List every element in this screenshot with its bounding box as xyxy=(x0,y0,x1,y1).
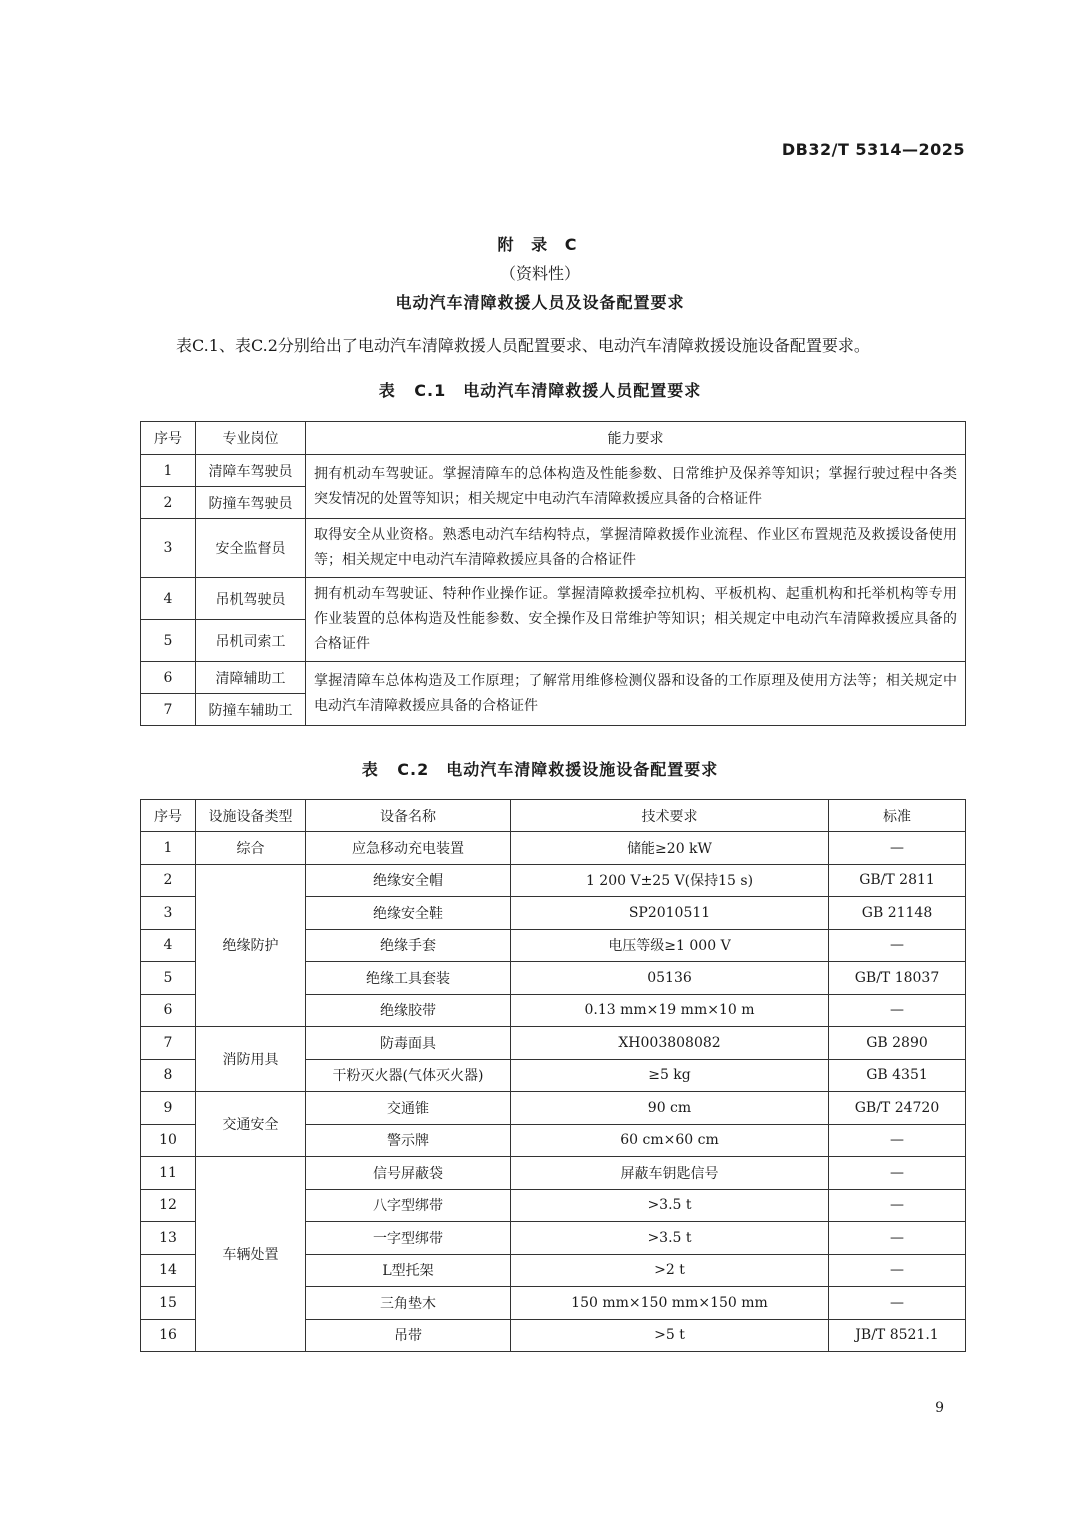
row-post: 吊机驾驶员 xyxy=(196,578,306,620)
row-equipment-name: 绝缘胶带 xyxy=(306,994,511,1027)
row-standard: GB 2890 xyxy=(829,1027,966,1060)
table-c2-caption: 表 C.2 电动汽车清障救援设施设备配置要求 xyxy=(361,760,719,779)
table-row xyxy=(141,578,966,620)
row-requirement: 拥有机动车驾驶证、特种作业操作证。掌握清障救援牵拉机构、平板机构、起重机构和托举机构等专用作业装置的总体构造及性能参数、安全操作及日常维护等知识；相关规定中电动汽车清障救援应具备的合格证件 xyxy=(306,578,966,662)
header-no: 序号 xyxy=(141,422,196,455)
row-technical-requirement: >2 t xyxy=(511,1254,829,1287)
row-technical-requirement: 150 mm×150 mm×150 mm xyxy=(511,1287,829,1320)
appendix-kind: （资料性） xyxy=(499,264,580,283)
row-standard: — xyxy=(829,1189,966,1222)
row-equipment-name: L型托架 xyxy=(306,1254,511,1287)
row-standard: GB 21148 xyxy=(829,897,966,930)
row-technical-requirement: 屏蔽车钥匙信号 xyxy=(511,1157,829,1190)
row-equipment-name: 应急移动充电装置 xyxy=(306,832,511,865)
table-row xyxy=(141,1027,966,1060)
row-category: 交通安全 xyxy=(196,1092,306,1157)
row-standard: — xyxy=(829,1287,966,1320)
row-equipment-name: 交通锥 xyxy=(306,1092,511,1125)
row-category: 综合 xyxy=(196,832,306,865)
row-category: 绝缘防护 xyxy=(196,864,306,1027)
row-technical-requirement: ≥5 kg xyxy=(511,1059,829,1092)
row-technical-requirement: 90 cm xyxy=(511,1092,829,1125)
intro-paragraph: 表C.1、表C.2分别给出了电动汽车清障救援人员配置要求、电动汽车清障救援设施设备配置要求。 xyxy=(176,336,870,355)
row-no: 13 xyxy=(141,1222,196,1255)
row-post: 吊机司索工 xyxy=(196,620,306,662)
row-no: 2 xyxy=(141,487,196,519)
table-row xyxy=(141,832,966,865)
row-equipment-name: 绝缘工具套装 xyxy=(306,962,511,995)
row-category: 车辆处置 xyxy=(196,1157,306,1352)
header-post: 专业岗位 xyxy=(196,422,306,455)
row-no: 7 xyxy=(141,1027,196,1060)
header-technical-requirement: 技术要求 xyxy=(511,800,829,832)
row-standard: — xyxy=(829,1124,966,1157)
row-requirement: 掌握清障车总体构造及工作原理；了解常用维修检测仪器和设备的工作原理及使用方法等；相关规定中电动汽车清障救援应具备的合格证件 xyxy=(306,662,966,726)
appendix-subject: 电动汽车清障救援人员及设备配置要求 xyxy=(395,293,685,312)
row-equipment-name: 一字型绑带 xyxy=(306,1222,511,1255)
table-row xyxy=(141,864,966,897)
row-no: 5 xyxy=(141,620,196,662)
header-category: 设施设备类型 xyxy=(196,800,306,832)
row-no: 3 xyxy=(141,897,196,930)
row-technical-requirement: 0.13 mm×19 mm×10 m xyxy=(511,994,829,1027)
table-row xyxy=(141,662,966,694)
row-standard: — xyxy=(829,929,966,962)
row-no: 6 xyxy=(141,662,196,694)
row-standard: — xyxy=(829,832,966,865)
row-equipment-name: 警示牌 xyxy=(306,1124,511,1157)
row-no: 14 xyxy=(141,1254,196,1287)
row-post: 防撞车驾驶员 xyxy=(196,487,306,519)
row-no: 3 xyxy=(141,519,196,578)
table-c1-caption: 表 C.1 电动汽车清障救援人员配置要求 xyxy=(378,381,702,400)
row-technical-requirement: 1 200 V±25 V(保持15 s) xyxy=(511,864,829,897)
row-technical-requirement: 60 cm×60 cm xyxy=(511,1124,829,1157)
personnel-requirements-table xyxy=(140,421,966,726)
row-technical-requirement: SP2010511 xyxy=(511,897,829,930)
row-equipment-name: 八字型绑带 xyxy=(306,1189,511,1222)
row-no: 10 xyxy=(141,1124,196,1157)
row-post: 防撞车辅助工 xyxy=(196,694,306,726)
row-no: 15 xyxy=(141,1287,196,1320)
row-equipment-name: 吊带 xyxy=(306,1319,511,1352)
header-requirement: 能力要求 xyxy=(306,422,966,455)
table-row xyxy=(141,1092,966,1125)
row-no: 4 xyxy=(141,929,196,962)
row-no: 1 xyxy=(141,455,196,487)
header-equipment-name: 设备名称 xyxy=(306,800,511,832)
row-no: 7 xyxy=(141,694,196,726)
row-standard: GB 4351 xyxy=(829,1059,966,1092)
row-equipment-name: 绝缘安全鞋 xyxy=(306,897,511,930)
row-post: 清障辅助工 xyxy=(196,662,306,694)
row-standard: — xyxy=(829,994,966,1027)
row-no: 2 xyxy=(141,864,196,897)
row-equipment-name: 信号屏蔽袋 xyxy=(306,1157,511,1190)
row-technical-requirement: >3.5 t xyxy=(511,1222,829,1255)
table-header-row xyxy=(141,422,966,455)
header-no: 序号 xyxy=(141,800,196,832)
appendix-title: 附 录 C xyxy=(497,235,583,254)
table-row xyxy=(141,455,966,487)
row-no: 11 xyxy=(141,1157,196,1190)
row-equipment-name: 绝缘手套 xyxy=(306,929,511,962)
row-requirement: 拥有机动车驾驶证。掌握清障车的总体构造及性能参数、日常维护及保养等知识；掌握行驶过程中各类突发情况的处置等知识；相关规定中电动汽车清障救援应具备的合格证件 xyxy=(306,455,966,519)
row-standard: GB/T 18037 xyxy=(829,962,966,995)
page-number: 9 xyxy=(935,1400,944,1416)
row-standard: GB/T 24720 xyxy=(829,1092,966,1125)
row-standard: — xyxy=(829,1157,966,1190)
row-no: 6 xyxy=(141,994,196,1027)
row-no: 16 xyxy=(141,1319,196,1352)
row-technical-requirement: >5 t xyxy=(511,1319,829,1352)
row-equipment-name: 防毒面具 xyxy=(306,1027,511,1060)
table-header-row xyxy=(141,800,966,832)
row-post: 清障车驾驶员 xyxy=(196,455,306,487)
row-no: 5 xyxy=(141,962,196,995)
row-technical-requirement: >3.5 t xyxy=(511,1189,829,1222)
row-no: 4 xyxy=(141,578,196,620)
row-standard: GB/T 2811 xyxy=(829,864,966,897)
row-no: 12 xyxy=(141,1189,196,1222)
header-standard: 标准 xyxy=(829,800,966,832)
equipment-requirements-table xyxy=(140,799,966,1352)
row-standard: — xyxy=(829,1222,966,1255)
table-row xyxy=(141,1157,966,1190)
row-technical-requirement: 电压等级≥1 000 V xyxy=(511,929,829,962)
row-technical-requirement: 储能≥20 kW xyxy=(511,832,829,865)
row-no: 1 xyxy=(141,832,196,865)
row-equipment-name: 绝缘安全帽 xyxy=(306,864,511,897)
row-equipment-name: 干粉灭火器(气体灭火器) xyxy=(306,1059,511,1092)
standard-number: DB32/T 5314—2025 xyxy=(781,140,965,159)
row-category: 消防用具 xyxy=(196,1027,306,1092)
table-row xyxy=(141,519,966,578)
row-post: 安全监督员 xyxy=(196,519,306,578)
row-no: 8 xyxy=(141,1059,196,1092)
row-equipment-name: 三角垫木 xyxy=(306,1287,511,1320)
row-standard: JB/T 8521.1 xyxy=(829,1319,966,1352)
row-no: 9 xyxy=(141,1092,196,1125)
row-technical-requirement: 05136 xyxy=(511,962,829,995)
row-requirement: 取得安全从业资格。熟悉电动汽车结构特点，掌握清障救援作业流程、作业区布置规范及救援设备使用等；相关规定中电动汽车清障救援应具备的合格证件 xyxy=(306,519,966,578)
row-standard: — xyxy=(829,1254,966,1287)
row-technical-requirement: XH003808082 xyxy=(511,1027,829,1060)
